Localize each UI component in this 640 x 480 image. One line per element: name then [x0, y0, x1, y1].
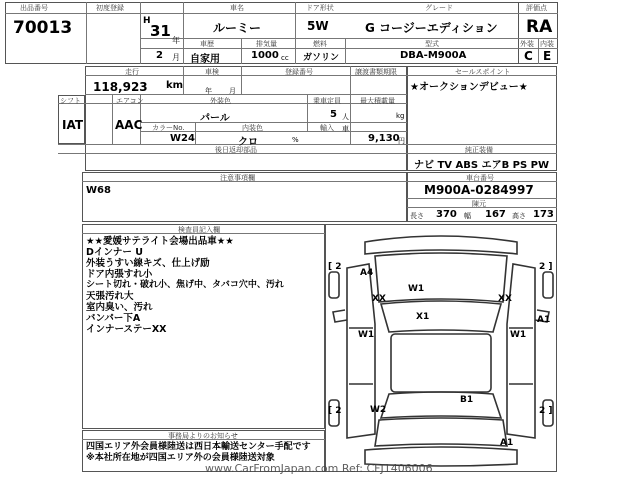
mark-w1-hood: W1	[408, 284, 425, 294]
mark-a4: A4	[360, 268, 374, 278]
mileage-label: 走行	[125, 68, 139, 76]
displacement: 1000	[251, 50, 279, 61]
mileage: 118,923	[93, 80, 148, 94]
insp-year: 年	[205, 87, 212, 95]
percent: %	[292, 136, 299, 144]
model-code: DBA-M900A	[400, 50, 467, 61]
inspection-lines	[86, 236, 324, 335]
color-label: 外装色	[210, 97, 231, 105]
mark-w2: W2	[370, 405, 387, 415]
shift: IAT	[62, 118, 84, 132]
mark-b1: B1	[460, 395, 474, 405]
mark-a1-rear: A1	[500, 438, 514, 448]
ac-label: エアコン	[116, 97, 144, 105]
fuel-label: 燃料	[313, 40, 327, 48]
transfer-label: 譲渡書類期限	[355, 68, 397, 76]
inspection-line: Dインナー U	[86, 247, 143, 258]
inspection-line: ドア内張すれ小	[86, 269, 153, 280]
insp-month: 月	[229, 87, 236, 95]
doors: 5W	[307, 19, 329, 33]
mark-w1-left: W1	[358, 330, 375, 340]
inspection-title: 検査員記入欄	[178, 226, 220, 234]
bracket-rr: 2 ]	[539, 406, 553, 416]
max-load-label: 最大積載量	[360, 97, 395, 105]
mark-xx-right: XX	[498, 294, 512, 304]
year-label: 車歴	[200, 40, 214, 48]
mileage-unit: km	[166, 80, 184, 91]
car-name-label: 車名	[230, 4, 244, 12]
width: 167	[485, 209, 506, 220]
width-label: 幅	[464, 212, 471, 220]
sales-point: ★オークションデビュー★	[410, 82, 528, 93]
fuel: ガソリン	[303, 53, 340, 63]
length-label: 長さ	[410, 212, 424, 220]
height: 173	[533, 209, 554, 220]
usage: 自家用	[190, 54, 220, 65]
inspection-line: バンパー下A	[86, 313, 141, 324]
bracket-rl: [ 2	[328, 406, 342, 416]
watermark: www.CarFromJapan.com Ref: CFJ1406006	[205, 462, 433, 475]
inspection-line: 室内臭い、汚れ	[86, 302, 153, 313]
office-lines	[86, 442, 324, 464]
bracket-fr: 2 ]	[539, 262, 553, 272]
int-color: クロ	[238, 137, 258, 148]
mark-a1-right: A1	[537, 315, 551, 325]
mark-xx-left: XX	[372, 294, 386, 304]
chassis-label: 車台番号	[466, 174, 494, 182]
inspection-line: インナーステーXX	[86, 324, 167, 335]
height-label: 高さ	[512, 212, 526, 220]
inspection-line: 外装うすい線キズ、仕上げ励	[86, 258, 210, 269]
grade: G コージーエディション	[365, 21, 498, 35]
reg-month: 2	[156, 50, 163, 61]
inspection-label: 車検	[205, 68, 219, 76]
load-unit: kg	[396, 112, 405, 120]
notes-label: 注意事項欄	[220, 174, 255, 182]
score-label: 評価点	[526, 4, 547, 12]
first-reg-label: 初度登録	[96, 4, 124, 12]
era: H	[143, 16, 151, 26]
int-grade: E	[543, 49, 552, 63]
option-label: 純正装備	[465, 146, 493, 154]
year-unit: 年	[172, 36, 180, 45]
score: RA	[526, 17, 553, 37]
reg-year: 31	[150, 22, 171, 40]
ext-grade: C	[524, 49, 533, 63]
car-outline-diagram	[325, 224, 557, 472]
inspection-line: 天張汚れ大	[86, 291, 134, 302]
lot-label: 出品番号	[20, 4, 48, 12]
reg-label: 登録番号	[285, 68, 313, 76]
inspection-line: ★★愛媛サテライト会場出品車★★	[86, 236, 234, 247]
cc-unit: cc	[281, 54, 289, 62]
ext-label: 外装	[520, 40, 534, 48]
ac: AAC	[115, 118, 143, 132]
import: 車	[342, 125, 349, 133]
sales-label: セールスポイント	[455, 68, 511, 76]
displacement-label: 排気量	[256, 40, 277, 48]
size-label: 陳元	[472, 200, 486, 208]
car-name: ルーミー	[213, 21, 262, 35]
model-label: 型式	[425, 40, 439, 48]
grade-label: グレード	[425, 4, 453, 12]
bracket-fl: [ 2	[328, 262, 342, 272]
chassis-number: M900A-0284997	[424, 183, 534, 197]
rear-parts-label: 後日返却部品	[215, 146, 257, 154]
office-line: 四国エリア外会員様陸送は西日本輸送センター手配です	[86, 442, 311, 452]
inspection-line: シート切れ・破れ小、焦げ中、タバコ穴中、汚れ	[86, 280, 284, 290]
weight-unit: 円	[398, 137, 405, 145]
office-title: 事務局よりのお知らせ	[168, 432, 238, 440]
lot-number: 70013	[13, 18, 73, 38]
month-unit: 月	[172, 53, 180, 62]
capacity-label: 乗車定員	[313, 97, 341, 105]
capacity-unit: 人	[342, 113, 349, 121]
options: ナビ TV ABS エアB PS PW	[414, 160, 550, 171]
weight: 9,130	[368, 133, 400, 144]
length: 370	[436, 209, 457, 220]
doors-label: ドア形状	[306, 4, 334, 12]
office-line: ※本社所在地が四国エリア外の会員様陸送対象	[86, 453, 275, 463]
shift-label: シフト	[60, 97, 81, 105]
int-color-label: 内装色	[242, 124, 263, 132]
mark-x1: X1	[416, 312, 430, 322]
capacity: 5	[330, 109, 337, 120]
notes-text: W68	[86, 185, 111, 196]
color-no-label: カラーNo.	[152, 124, 185, 132]
import-label: 輸入	[320, 124, 334, 132]
color: パール	[200, 113, 230, 124]
int-label: 内装	[540, 40, 554, 48]
color-no: W24	[170, 133, 195, 144]
mark-w1-right: W1	[510, 330, 527, 340]
